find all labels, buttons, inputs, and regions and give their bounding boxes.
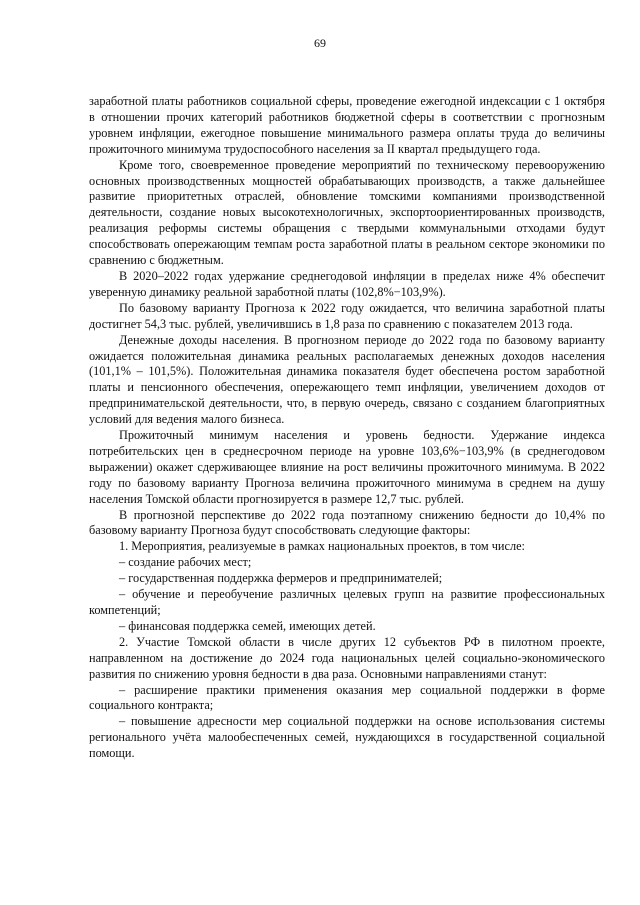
list-item: – финансовая поддержка семей, имеющих детей. — [119, 618, 376, 633]
paragraph: Денежные доходы населения. В прогнозном периоде до 2022 года по базовому варианту ожидается положительная динамика реальных располагаемых денежных доходов населения (101,1% – 101,5%). Положительная динамика показателя будет обеспечена ростом заработной платы и пенсионного обеспечения, опережающего темп инфляции, увеличением доходов от предпринимательской деятельности, что, в первую очередь, связано с созданием благоприятных условий для ведения малого бизнеса. — [89, 332, 605, 427]
list-item: – создание рабочих мест; — [119, 555, 252, 570]
paragraph-continuation: заработной платы работников социальной сферы, проведение ежегодной индексации с 1 октября в отношении прочих категорий работников бюджетной сферы в соответствии с прогнозным уровнем инфляции, ежегодное повышение минимального размера оплаты труда до величины прожиточного минимума трудоспособного населения за II квартал предыдущего года. — [89, 94, 605, 156]
page-number: 69 — [314, 36, 326, 50]
list-item: – расширение практики применения оказания мер социальной поддержки в форме социального контракта; — [89, 682, 605, 713]
paragraph: Прожиточный минимум населения и уровень бедности. Удержание индекса потребительских цен в среднесрочном периоде на уровне 103,6%−103,9% (в среднегодовом выражении) окажет сдерживающее влияние на рост величины прожиточного минимума. В 2022 году по базовому варианту Прогноза величина прожиточного минимума в среднем на душу населения Томской области прогнозируется в размере 12,7 тыс. рублей. — [89, 428, 605, 506]
paragraph: Кроме того, своевременное проведение мероприятий по техническому перевооружению основных производственных мощностей обрабатывающих производств, а также дальнейшее развитие приоритетных отраслей, обновление томскими компаниями производственной деятельности, создание новых высокотехнологичных, экспортоориентированных производств, реализация реформы системы обращения с твердыми коммунальными отходами будут способствовать опережающим темпам роста заработной платы в реальном секторе экономики по сравнению с бюджетным. — [89, 157, 605, 268]
list-item: – обучение и переобучение различных целевых групп на развитие профессиональных компетенций; — [89, 587, 605, 617]
document-body — [89, 94, 605, 762]
list-item: – государственная поддержка фермеров и предпринимателей; — [119, 571, 443, 586]
list-item: – повышение адресности мер социальной поддержки на основе использования системы регионального учёта малообеспеченных семей, нуждающихся в государственной социальной помощи. — [89, 714, 605, 761]
list-heading: 2. Участие Томской области в числе других 12 субъектов РФ в пилотном проекте, направленном на достижение до 2024 года национальных целей социально-экономического развития по снижению уровня бедности в два раза. Основными направлениями станут: — [89, 634, 605, 681]
paragraph: В прогнозной перспективе до 2022 года поэтапному снижению бедности до 10,4% по базовому варианту Прогноза будут способствовать следующие факторы: — [89, 507, 605, 538]
paragraph: В 2020–2022 годах удержание среднегодовой инфляции в пределах ниже 4% обеспечит уверенную динамику реальной заработной платы (102,8%−103,9%). — [89, 268, 605, 299]
paragraph: По базовому варианту Прогноза к 2022 году ожидается, что величина заработной платы достигнет 54,3 тыс. рублей, увеличившись в 1,8 раза по сравнению с показателем 2013 года. — [89, 300, 605, 331]
list-heading: 1. Мероприятия, реализуемые в рамках национальных проектов, в том числе: — [119, 539, 525, 554]
